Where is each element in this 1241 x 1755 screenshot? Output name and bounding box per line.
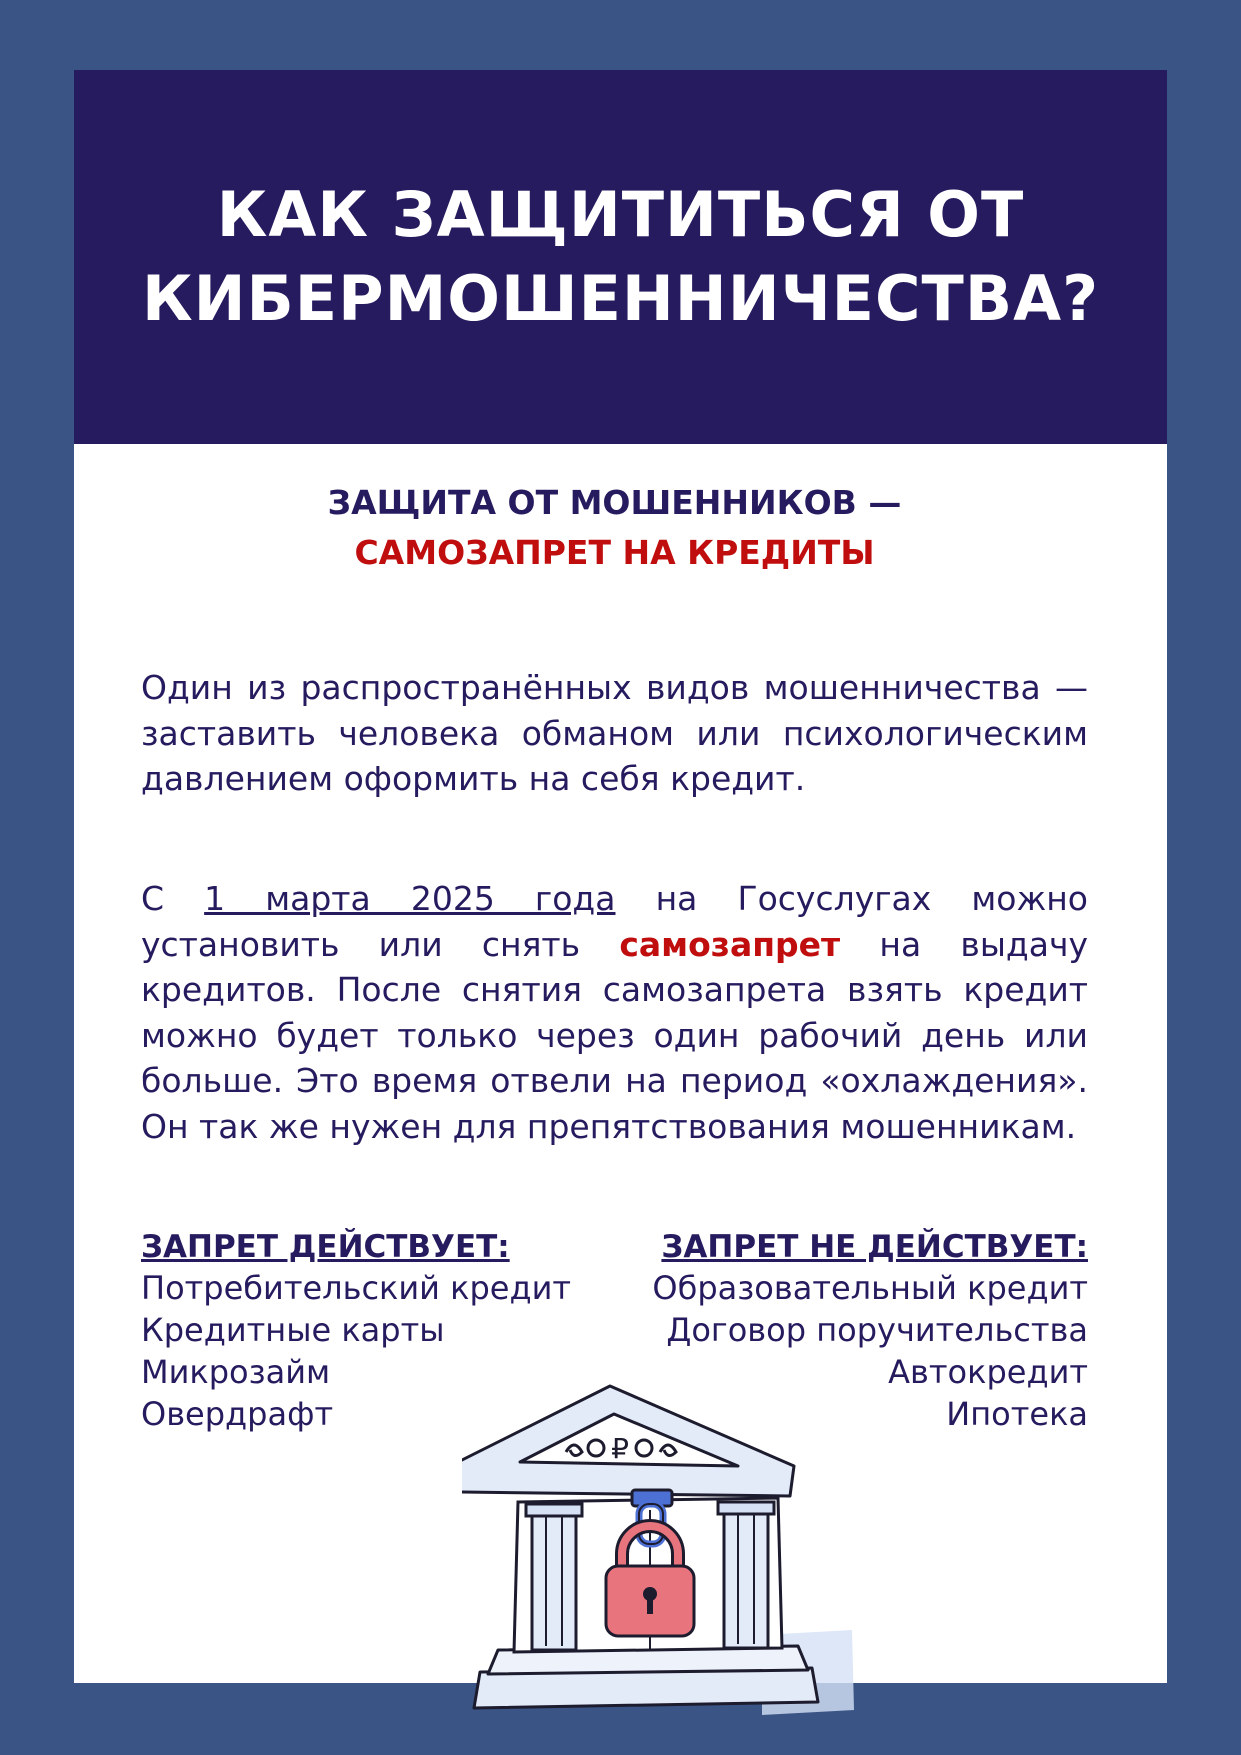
selfban-paragraph (141, 876, 1088, 1149)
bank-with-padlock-icon (462, 1380, 926, 1720)
list-item: Кредитные карты (141, 1311, 445, 1349)
list-item: Договор поручительства (666, 1311, 1088, 1349)
title-line-2: КИБЕРМОШЕННИЧЕСТВА? (141, 262, 1100, 335)
subtitle (141, 478, 1088, 578)
title-line-1: КАК ЗАЩИТИТЬСЯ ОТ (216, 178, 1025, 251)
subtitle-line-1: ЗАЩИТА ОТ МОШЕННИКОВ — (327, 483, 902, 522)
paragraph2-part3: на выдачу кредитов. После снятия самозапрета взять кредит можно будет только через один рабочий день или больше. Это время отвели на период «охлаждения». Он так же нужен для препятствования мошенникам. (141, 924, 1088, 1146)
paragraph2-part2: на Госуслугах можно установить или снять (141, 879, 1088, 964)
header-banner (74, 70, 1167, 444)
poster-card (74, 70, 1167, 1683)
list-item: Автокредит (888, 1353, 1088, 1391)
not-applies-title: ЗАПРЕТ НЕ ДЕЙСТВУЕТ: (661, 1229, 1088, 1265)
start-date: 1 марта 2025 года (204, 879, 616, 918)
paragraph2-part1: С (141, 879, 205, 918)
svg-text:₽: ₽ (611, 1432, 629, 1465)
selfban-highlight: самозапрет (619, 924, 841, 964)
intro-paragraph: Один из распространённых видов мошенничества — заставить человека обманом или психологическим давлением оформить на себя кредит. (141, 668, 1088, 798)
list-item: Потребительский кредит (141, 1269, 572, 1307)
list-item: Ипотека (946, 1395, 1088, 1433)
list-item: Овердрафт (141, 1395, 334, 1433)
list-item: Образовательный кредит (652, 1269, 1088, 1307)
applies-title: ЗАПРЕТ ДЕЙСТВУЕТ: (141, 1229, 510, 1265)
page-title (142, 173, 1099, 341)
subtitle-line-2: САМОЗАПРЕТ НА КРЕДИТЫ (354, 533, 875, 572)
list-item: Микрозайм (141, 1353, 331, 1391)
